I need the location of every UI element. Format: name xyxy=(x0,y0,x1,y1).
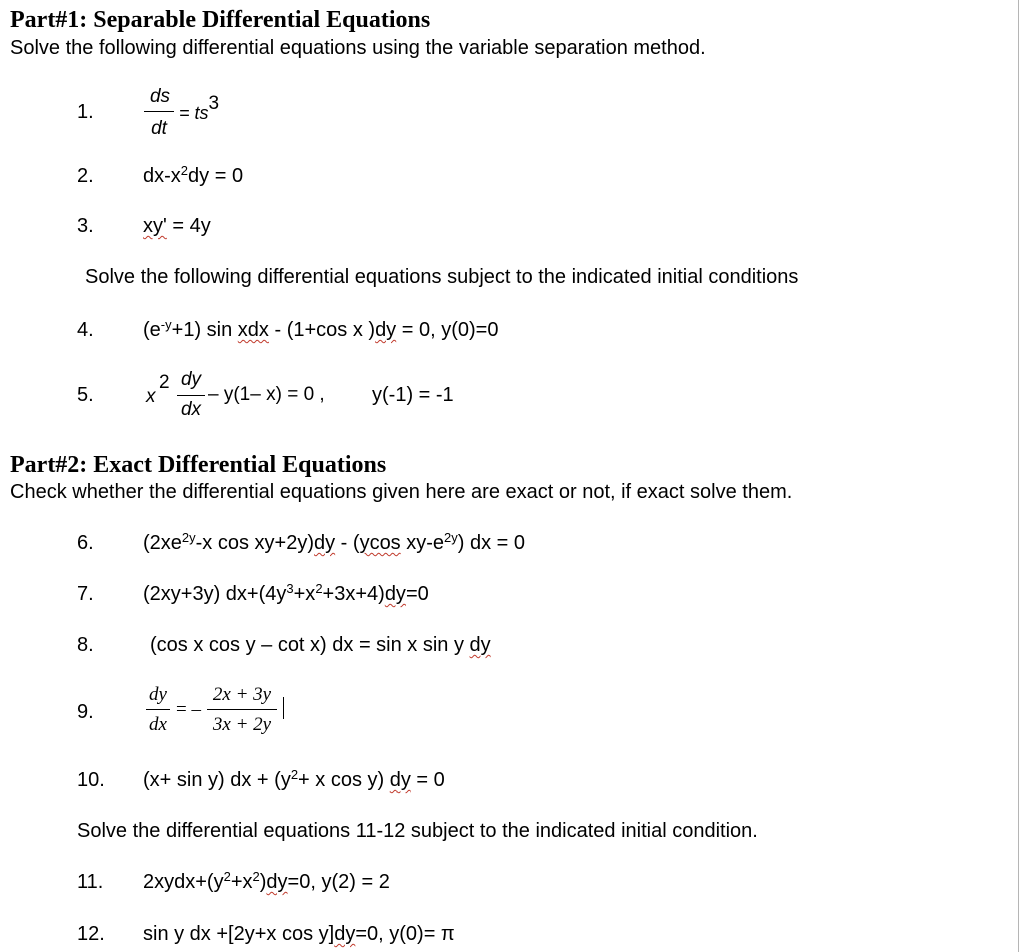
superscript: 2 xyxy=(252,869,260,884)
problem-number: 5. xyxy=(77,384,94,406)
spell-flagged-text: dy xyxy=(334,923,356,945)
eq-part: = 4y xyxy=(166,215,211,237)
equals-minus: = – xyxy=(176,699,201,720)
exponent: 3 xyxy=(208,93,220,114)
problem-number: 11. xyxy=(77,871,104,893)
spell-flagged-text: xdx xyxy=(237,319,269,341)
base-x: x xyxy=(146,386,156,407)
problem-number: 9. xyxy=(77,701,94,723)
equation-12 xyxy=(143,922,455,946)
equation-11 xyxy=(143,870,390,894)
page-right-border xyxy=(1018,0,1019,952)
part2-heading: Part#2: Exact Differential Equations xyxy=(10,452,387,478)
eq-part: ) xyxy=(259,871,267,893)
eq-part: + x cos y) xyxy=(298,769,390,791)
eq-part: xy-e xyxy=(400,532,445,554)
eq-part: +3x+4) xyxy=(322,583,385,605)
equation-2 xyxy=(143,164,243,188)
problem-number: 7. xyxy=(77,583,94,605)
eq-part: = 0 xyxy=(410,769,445,791)
problem-number: 1. xyxy=(77,101,94,123)
superscript: 2 xyxy=(180,163,189,178)
fraction-denominator: 3x + 2y xyxy=(212,714,272,735)
eq-part: (2xy+3y) dx+(4y xyxy=(143,583,287,605)
fraction-numerator: 2x + 3y xyxy=(212,684,272,705)
problem-number: 10. xyxy=(77,769,105,791)
eq-part: =0 xyxy=(405,583,429,605)
fraction-numerator: ds xyxy=(149,86,171,107)
eq-part: ) dx = 0 xyxy=(457,532,526,554)
problem-number: 12. xyxy=(77,923,105,945)
fraction-bar xyxy=(144,111,174,112)
part1-sub-instruction: Solve the following differential equations subject to the indicated initial conditions xyxy=(85,266,799,288)
spell-flagged-text: dy xyxy=(314,532,336,554)
text-cursor xyxy=(283,697,284,719)
problem-number: 4. xyxy=(77,319,94,341)
fraction-denominator: dt xyxy=(151,118,167,139)
eq-part: dx-x xyxy=(143,165,181,187)
eq-part: sin y dx +[2y+x cos y] xyxy=(143,923,335,945)
eq-part: +x xyxy=(293,583,316,605)
superscript: -y xyxy=(160,317,172,332)
rhs-text: = ts xyxy=(179,103,209,123)
eq-part: =0, y(2) = 2 xyxy=(287,871,390,893)
fraction-numerator: dy xyxy=(180,369,202,390)
initial-condition: y(-1) = -1 xyxy=(372,384,454,406)
fraction-numerator: dy xyxy=(149,684,167,705)
part1-heading: Part#1: Separable Differential Equations xyxy=(10,7,431,33)
eq-part: -x cos xy+2y) xyxy=(195,532,314,554)
eq-part: +x xyxy=(230,871,253,893)
equation-7 xyxy=(143,582,429,606)
eq-part: (x+ sin y) dx + (y xyxy=(143,769,291,791)
problem-number: 6. xyxy=(77,532,94,554)
eq-part: (2xe xyxy=(143,532,182,554)
part1-instruction: Solve the following differential equations using the variable separation method. xyxy=(10,37,706,59)
superscript: 2 xyxy=(290,767,299,782)
eq-part: (e xyxy=(143,319,161,341)
fraction-denominator: dx xyxy=(149,714,167,735)
equation-3 xyxy=(143,214,211,238)
superscript: 2y xyxy=(444,530,458,545)
eq-part: =0, y(0)= π xyxy=(355,923,455,945)
fraction-denominator: dx xyxy=(180,399,202,420)
fraction-bar xyxy=(207,709,277,710)
spell-flagged-text: dy xyxy=(266,871,288,893)
equation-8 xyxy=(150,633,491,657)
eq-part: +1) sin xyxy=(171,319,238,341)
eq-part: (cos x cos y – cot x) dx = sin x sin y xyxy=(150,634,470,656)
part2-instruction: Check whether the differential equations given here are exact or not, if exact solve them. xyxy=(10,481,793,503)
eq-part: 2xydx+(y xyxy=(143,871,224,893)
equation-10 xyxy=(143,768,445,792)
eq-part: dy = 0 xyxy=(188,165,244,187)
equation-6 xyxy=(143,531,525,555)
equation-rhs: – y(1– x) = 0 , xyxy=(208,384,325,405)
fraction-bar xyxy=(177,395,205,396)
problem-number: 8. xyxy=(77,634,94,656)
equation-4 xyxy=(143,318,498,342)
spell-flagged-text: ycos xyxy=(359,532,401,554)
problem-number: 3. xyxy=(77,215,94,237)
spell-flagged-text: dy xyxy=(375,319,397,341)
exponent: 2 xyxy=(159,372,170,393)
part2-sub-instruction: Solve the differential equations 11-12 subject to the indicated initial condition. xyxy=(77,820,758,842)
spell-flagged-text: dy xyxy=(384,583,406,605)
spell-flagged-text: dy xyxy=(389,769,411,791)
superscript: 2 xyxy=(315,581,323,596)
equation-rhs xyxy=(179,93,220,126)
eq-part: = 0, y(0)=0 xyxy=(396,319,499,341)
superscript: 3 xyxy=(286,581,294,596)
eq-part: - (1+cos x ) xyxy=(268,319,376,341)
problem-number: 2. xyxy=(77,165,94,187)
spell-flagged-text: dy xyxy=(469,634,491,656)
fraction-bar xyxy=(146,709,170,710)
superscript: 2 xyxy=(223,869,231,884)
superscript: 2y xyxy=(181,530,196,545)
eq-part: - ( xyxy=(335,532,360,554)
spell-flagged-text: xy' xyxy=(143,215,167,237)
